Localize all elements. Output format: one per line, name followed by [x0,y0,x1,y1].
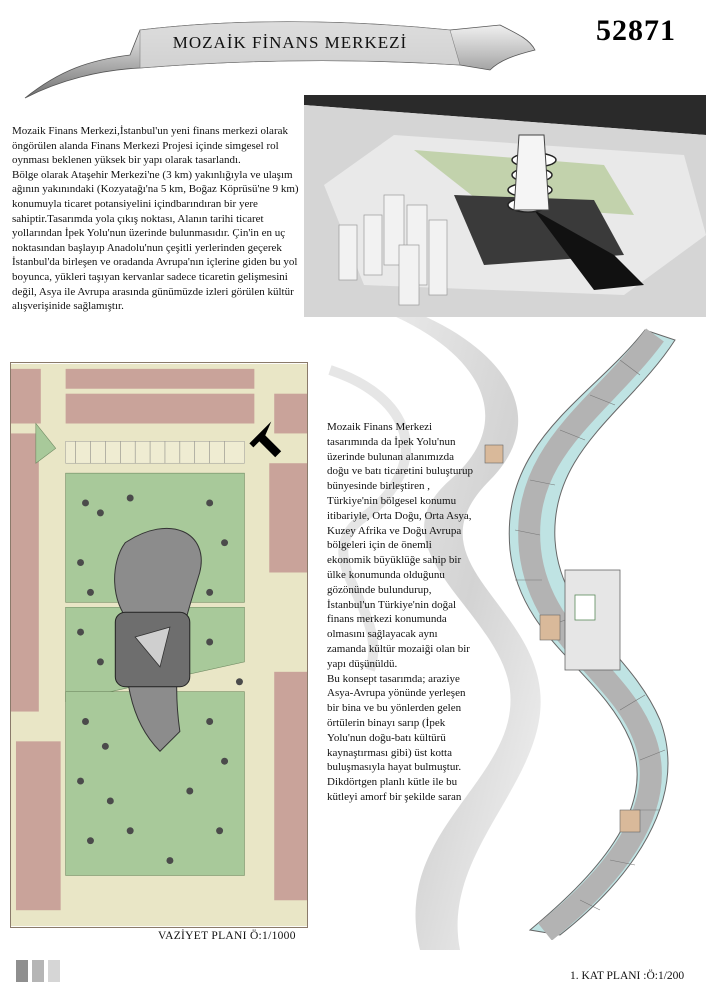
floor-plan [470,320,706,940]
site-plan-caption: VAZİYET PLANI Ö:1/1000 [158,930,296,942]
square-1 [16,960,28,982]
concept-paragraph-1: Mozaik Finans Merkezi tasarımında da İpek Yolu'nun üzerinde bulunan alanımızda doğu ve batı ticaretini buluşturup bünyesinde birleştiren , Türkiye'nin bölgesel konumu itibariyle, Orta Doğu, Orta Asya, Kuzey Afrika ve Doğu Avrupa bölgeleri için de önemli ekonomik büyüklüğe sahip bir ülke konumunda olduğunu gözönünde bulundurup, İstanbul'un Türkiye'nin doğal finans merkezi konumunda olmasını sağlayacak aynı zamanda kültür mozaiği olan bir yapı düşünüldü. [327,421,474,670]
page-title: MOZAİK FİNANS MERKEZİ [172,33,408,52]
floor-plan-caption: 1. KAT PLANI :Ö:1/200 [570,970,685,982]
intro-paragraph-1: Mozaik Finans Merkezi,İstanbul'un yeni finans merkezi olarak öngörülen alanda Finans Merkezi Projesi içinde simgesel rol oynması beklenen yüksek bir yapı olarak tasarlandı. [12,125,288,167]
title-banner [20,10,540,100]
project-number: 52871 [596,14,676,47]
concept-text [327,420,475,805]
concept-paragraph-2: Bu konsept tasarımda; araziye Asya-Avrupa yönünde yerleşen bir bina ve bu yönlerden gelen örtülerin binayı sarıp (İpek Yolu'nun doğu-batı kültürü kaynaştırması gibi) üst kotta buluşmasıyla hayat bulmuştur. Dikdörtgen planlı kütle ile bu kütleyi amorf bir şekilde saran [327,672,466,803]
site-plan [10,362,308,928]
intro-text [12,124,302,314]
square-2 [32,960,44,982]
decorative-squares [16,960,60,982]
intro-paragraph-2: Bölge olarak Ataşehir Merkezi'ne (3 km) yakınlığıyla ve ulaşım ağının yakınındaki (Kozyatağı'na 5 km, Boğaz Köprüsü'ne 9 km) konumuyla ticaret potansiyelini içindbarındıran bir yere sahiptir.Tasarımda yola çıkış noktası, Alanın tarihi ticaret yollarından İpek Yolu'nun üzerinde bulunmasıdır. Çin'in en uç noktasından başlayıp Anadolu'nun çeşitli yerlerinden geçerek İstanbul'da birleşen ve oradanda Avrupa'nın içlerine giden bu yol boyunca, yükleri taşıyan kervanlar sadece ticaretin gelişmesini değil, Asya ile Avrupa arasında günümüzde izleri görülen kültür alışverişinide sağlamıştır. [12,168,299,313]
square-3 [48,960,60,982]
render-image [304,95,706,317]
